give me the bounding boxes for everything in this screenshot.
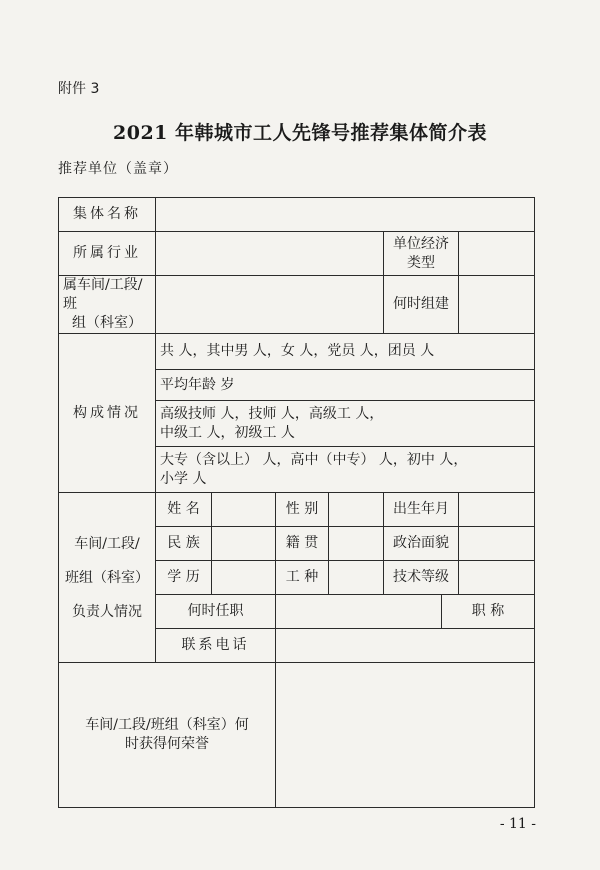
name-label: 姓 名 bbox=[156, 493, 212, 527]
gender-field[interactable] bbox=[329, 493, 384, 527]
econ-type-field[interactable] bbox=[459, 232, 535, 276]
page-title: 2021 年韩城市工人先锋号推荐集体简介表 bbox=[113, 122, 487, 144]
edu-line-1: 大专（含以上） 人，高中（中专） 人，初中 人， bbox=[160, 451, 468, 468]
econ-type-label: 单位经济类型 bbox=[384, 232, 459, 276]
skill-line-2: 中级工 人，初级工 人 bbox=[160, 424, 295, 441]
political-field[interactable] bbox=[459, 527, 535, 561]
skill-line-1: 高级技师 人，技师 人，高级工 人， bbox=[160, 405, 384, 422]
workshop-label-line2: 组（科室） bbox=[72, 315, 142, 331]
composition-education[interactable] bbox=[156, 447, 535, 493]
leader-label-line3: 负责人情况 bbox=[72, 603, 142, 620]
founded-field[interactable] bbox=[459, 276, 535, 334]
composition-members[interactable]: 共 人，其中男 人，女 人，党员 人，团员 人 bbox=[156, 334, 535, 370]
leader-info-label bbox=[59, 493, 156, 663]
industry-field[interactable] bbox=[156, 232, 384, 276]
group-intro-form bbox=[58, 197, 535, 808]
composition-skill-levels[interactable] bbox=[156, 401, 535, 447]
founded-label: 何时组建 bbox=[384, 276, 459, 334]
title-rank-label: 职 称 bbox=[442, 595, 535, 629]
workshop-field[interactable] bbox=[156, 276, 384, 334]
political-label: 政治面貌 bbox=[384, 527, 459, 561]
composition-label: 构成情况 bbox=[59, 334, 156, 493]
honors-label bbox=[59, 663, 276, 808]
birth-field[interactable] bbox=[459, 493, 535, 527]
page-number: - 11 - bbox=[499, 816, 536, 832]
phone-field[interactable] bbox=[276, 629, 535, 663]
job-type-label: 工 种 bbox=[276, 561, 329, 595]
leader-label-line2: 班组（科室） bbox=[65, 569, 149, 586]
phone-label: 联系电话 bbox=[156, 629, 276, 663]
honors-label-line2: 时获得何荣誉 bbox=[125, 736, 209, 752]
workshop-label bbox=[59, 276, 156, 334]
group-name-label: 集体名称 bbox=[59, 198, 156, 232]
tech-level-label: 技术等级 bbox=[384, 561, 459, 595]
education-label: 学 历 bbox=[156, 561, 212, 595]
group-name-field[interactable] bbox=[156, 198, 535, 232]
education-field[interactable] bbox=[212, 561, 276, 595]
ethnic-field[interactable] bbox=[212, 527, 276, 561]
gender-label: 性 别 bbox=[276, 493, 329, 527]
appointed-label: 何时任职 bbox=[156, 595, 276, 629]
job-type-field[interactable] bbox=[329, 561, 384, 595]
leader-label-line1: 车间/工段/ bbox=[74, 535, 140, 552]
edu-line-2: 小学 人 bbox=[160, 470, 207, 487]
honors-label-line1: 车间/工段/班组（科室）何 bbox=[85, 717, 249, 733]
attachment-label: 附件 3 bbox=[58, 81, 100, 97]
workshop-label-line1: 属车间/工段/班 bbox=[63, 277, 143, 312]
native-field[interactable] bbox=[329, 527, 384, 561]
recommend-unit-label: 推荐单位（盖章） bbox=[58, 161, 178, 177]
honors-field[interactable] bbox=[276, 663, 535, 808]
native-label: 籍 贯 bbox=[276, 527, 329, 561]
name-field[interactable] bbox=[212, 493, 276, 527]
appointed-field[interactable] bbox=[276, 595, 442, 629]
ethnic-label: 民 族 bbox=[156, 527, 212, 561]
composition-avg-age[interactable]: 平均年龄 岁 bbox=[156, 370, 535, 401]
industry-label: 所属行业 bbox=[59, 232, 156, 276]
tech-level-field[interactable] bbox=[459, 561, 535, 595]
birth-label: 出生年月 bbox=[384, 493, 459, 527]
